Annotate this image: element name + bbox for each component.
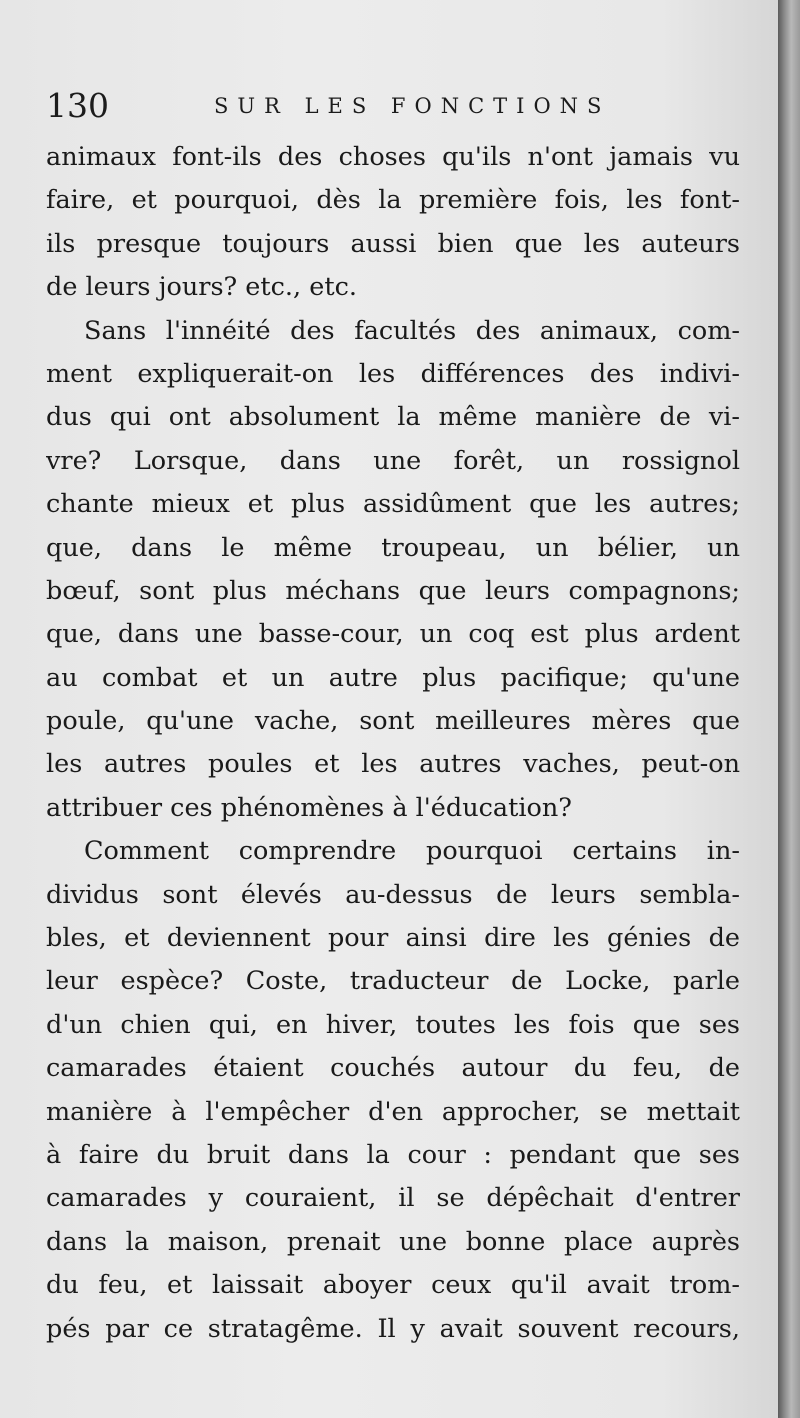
text-line: leur espèce? Coste, traducteur de Locke, parle <box>46 966 740 997</box>
text-line: dans la maison, prenait une bonne place auprès <box>46 1226 740 1257</box>
text-line: à faire du bruit dans la cour : pendant que ses <box>46 1139 740 1170</box>
text-line: au combat et un autre plus pacifique; qu'une <box>46 662 740 693</box>
text-line: d'un chien qui, en hiver, toutes les fois que ses <box>46 1009 740 1040</box>
text-line: que, dans une basse-cour, un coq est plus ardent <box>46 619 740 650</box>
page-edge-shadow <box>778 0 800 1418</box>
running-head <box>46 86 746 126</box>
text-line: camarades y couraient, il se dépêchait d'entrer <box>46 1183 740 1214</box>
text-line: de leurs jours? etc., etc. <box>46 272 357 303</box>
text-line: Sans l'innéité des facultés des animaux, com- <box>84 315 740 346</box>
text-line: vre? Lorsque, dans une forêt, un rossignol <box>46 445 740 476</box>
text-line: que, dans le même troupeau, un bélier, un <box>46 532 740 563</box>
page-number: 130 <box>46 86 109 125</box>
text-line: camarades étaient couchés autour du feu, de <box>46 1053 740 1084</box>
text-line: Comment comprendre pourquoi certains in- <box>84 836 740 867</box>
text-line: les autres poules et les autres vaches, peut-on <box>46 749 740 780</box>
text-line: animaux font-ils des choses qu'ils n'ont jamais vu <box>46 142 740 172</box>
text-line: manière à l'empêcher d'en approcher, se mettait <box>46 1096 740 1127</box>
text-line: chante mieux et plus assidûment que les autres; <box>46 489 740 520</box>
text-line: dividus sont élevés au-dessus de leurs sembla- <box>46 879 740 910</box>
text-line: ils presque toujours aussi bien que les auteurs <box>46 228 740 259</box>
text-line: bœuf, sont plus méchans que leurs compagnons; <box>46 575 740 606</box>
text-line: poule, qu'une vache, sont meilleures mères que <box>46 706 740 737</box>
text-line: bles, et deviennent pour ainsi dire les génies de <box>46 923 740 954</box>
body-text <box>46 136 740 1351</box>
text-line: pés par ce stratagême. Il y avait souvent recours, <box>46 1313 740 1344</box>
text-line: attribuer ces phénomènes à l'éducation? <box>46 792 572 823</box>
text-line: ment expliquerait-on les différences des indivi- <box>46 358 740 389</box>
running-title: SUR LES FONCTIONS <box>214 94 611 118</box>
text-line: faire, et pourquoi, dès la première fois, les font- <box>46 185 740 216</box>
text-line: du feu, et laissait aboyer ceux qu'il avait trom- <box>46 1270 740 1301</box>
text-line: dus qui ont absolument la même manière de vi- <box>46 402 740 433</box>
